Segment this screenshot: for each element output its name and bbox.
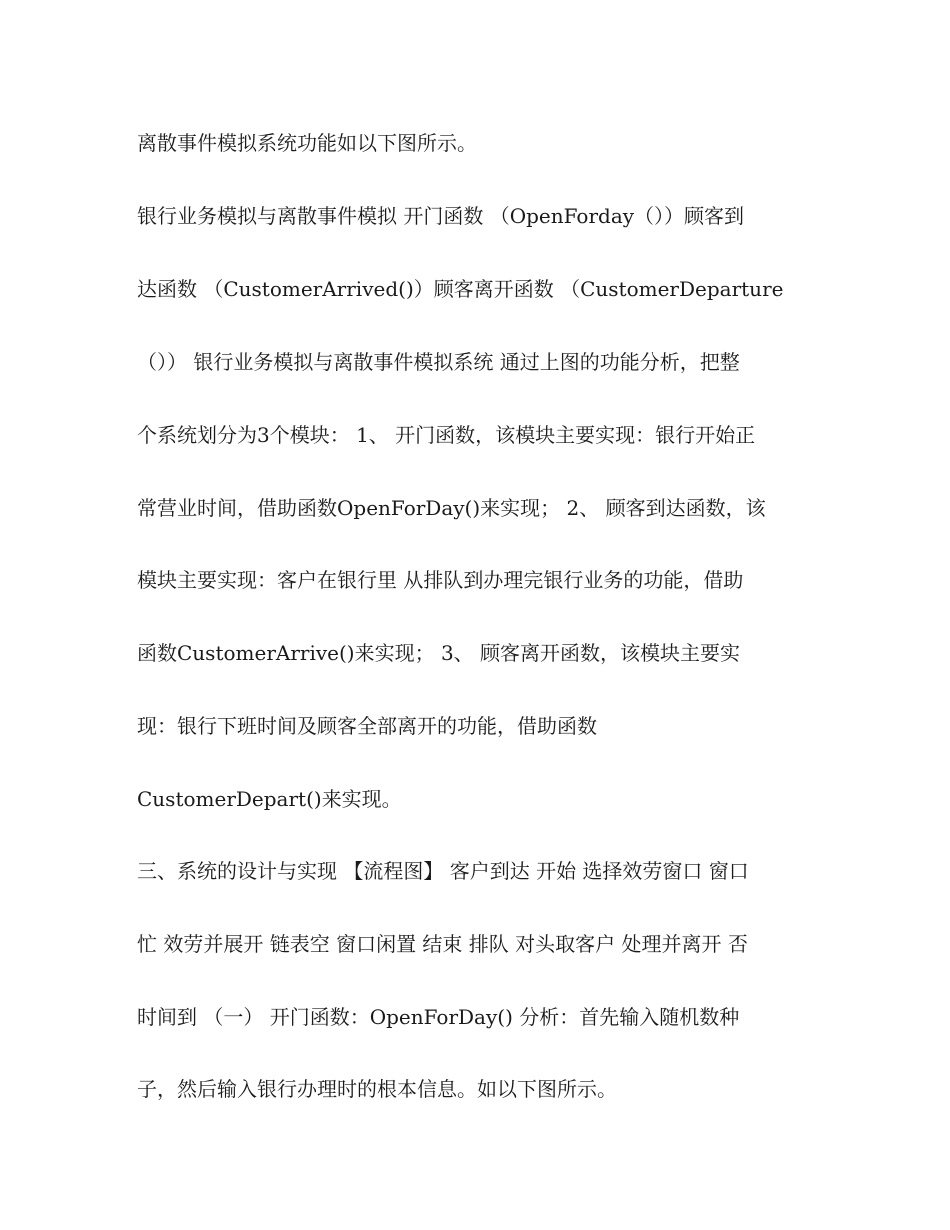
text-line-13: 时间到 （一） 开门函数：OpenForDay() 分析：首先输入随机数种 bbox=[137, 1005, 740, 1029]
text-line-9: 现：银行下班时间及顾客全部离开的功能，借助函数 bbox=[137, 714, 597, 738]
text-line-4: （）） 银行业务模拟与离散事件模拟系统 通过上图的功能分析，把整 bbox=[137, 350, 740, 374]
text-line-3: 达函数 （CustomerArrived()）顾客离开函数 （CustomerDeparture bbox=[137, 277, 784, 301]
text-line-8: 函数CustomerArrive()来实现； 3、 顾客离开函数，该模块主要实 bbox=[137, 641, 741, 665]
text-line-14: 子，然后输入银行办理时的根本信息。如以下图所示。 bbox=[137, 1077, 617, 1101]
text-line-5: 个系统划分为3个模块： 1、 开门函数，该模块主要实现：银行开始正 bbox=[137, 423, 756, 447]
text-line-2: 银行业务模拟与离散事件模拟 开门函数 （OpenForday（））顾客到 bbox=[137, 204, 745, 228]
text-line-1: 离散事件模拟系统功能如以下图所示。 bbox=[137, 131, 477, 155]
text-line-7: 模块主要实现：客户在银行里 从排队到办理完银行业务的功能，借助 bbox=[137, 568, 744, 592]
text-line-11: 三、系统的设计与实现 【流程图】 客户到达 开始 选择效劳窗口 窗口 bbox=[137, 859, 749, 883]
text-line-6: 常营业时间，借助函数OpenForDay()来实现； 2、 顾客到达函数，该 bbox=[137, 496, 766, 520]
text-line-10: CustomerDepart()来实现。 bbox=[137, 787, 402, 811]
text-line-12: 忙 效劳并展开 链表空 窗口闲置 结束 排队 对头取客户 处理并离开 否 bbox=[137, 932, 748, 956]
